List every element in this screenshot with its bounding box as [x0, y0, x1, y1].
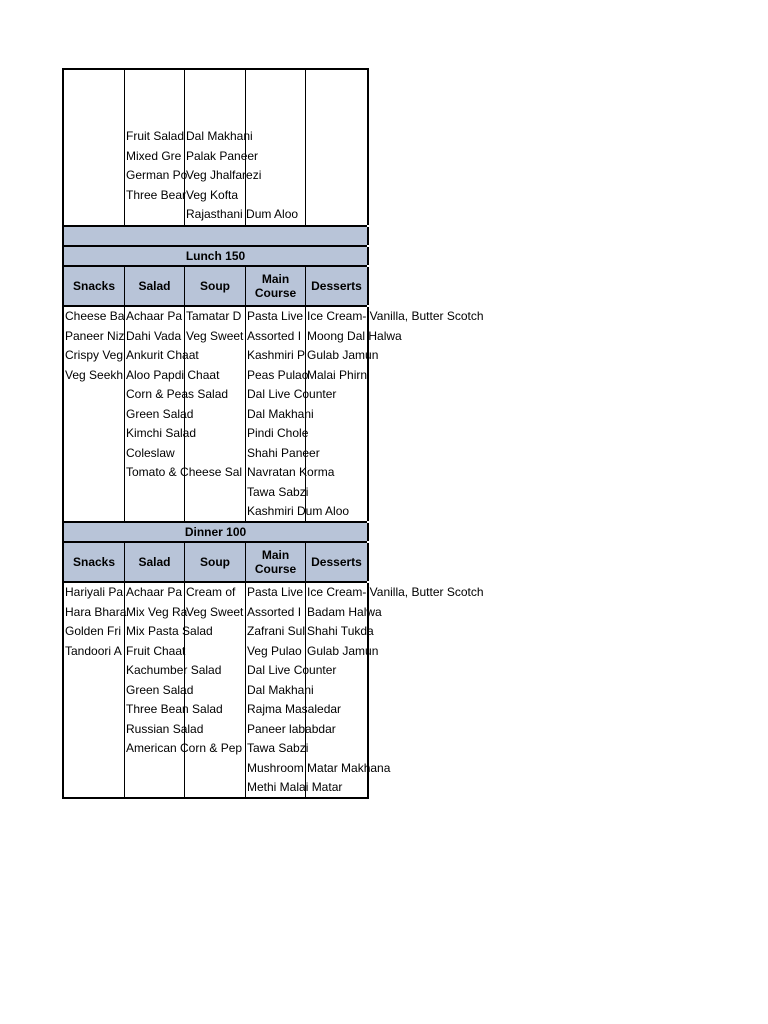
table-cell: Zafrani Sul: [247, 624, 306, 638]
table-cell: Rajma Masaledar: [247, 702, 342, 716]
table-cell: American Corn & Pep: [126, 741, 243, 755]
table-cell: Dal Live Counter: [247, 663, 337, 677]
table-cell: Fruit Chaat: [126, 643, 186, 658]
table-row: [64, 366, 370, 386]
table-row: [64, 166, 367, 186]
table-row: [64, 720, 367, 740]
table-cell: Green Salad: [126, 682, 194, 697]
table-row: [64, 424, 367, 444]
table-cell: Hara Bhara: [65, 604, 127, 619]
table-cell: Malai Phirni: [307, 367, 370, 382]
table-row: [64, 127, 367, 147]
table-row: [64, 583, 484, 603]
table-row: [64, 778, 367, 798]
table-cell: Pasta Live: [247, 585, 304, 599]
table-cell: Tamatar D: [186, 309, 242, 323]
table-row: [64, 483, 367, 503]
table-cell: Shahi Tukda: [307, 624, 374, 638]
table-cell: Kachumber Salad: [126, 663, 222, 677]
table-row: [64, 405, 367, 425]
table-cell: Fruit Salad: [126, 129, 185, 143]
table-cell: Three Bear: [126, 187, 187, 202]
table-cell: Achaar Pa: [126, 309, 183, 323]
table-cell: German Po: [126, 168, 188, 182]
table-cell: Veg Jhalfarezi: [186, 168, 262, 182]
table-row: [64, 622, 374, 642]
dinner-header-row: [62, 543, 369, 581]
table-cell: Ice Cream- Vanilla, Butter Scotch: [307, 585, 484, 599]
table-cell: Tandoori A: [65, 643, 122, 658]
table-cell: Mixed Gre: [126, 148, 182, 163]
table-row: [64, 186, 367, 206]
table-cell: Ice Cream- Vanilla, Butter Scotch: [307, 309, 484, 323]
table-row: [64, 642, 379, 662]
header-main-course: Main Course: [246, 543, 306, 581]
lunch-block: [62, 307, 484, 521]
table-row: [64, 603, 382, 623]
table-cell: Gulab Jamun: [307, 348, 379, 362]
table-cell: Veg Seekh: [65, 367, 124, 382]
table-cell: Golden Fri: [65, 624, 122, 638]
table-cell: Achaar Pa: [126, 585, 183, 599]
table-cell: Kashmiri Dum Aloo: [247, 504, 350, 518]
table-cell: Veg Pulao: [247, 643, 302, 658]
table-cell: Three Bean Salad: [126, 702, 223, 716]
header-snacks: Snacks: [64, 543, 125, 581]
table-cell: Gulab Jamun: [307, 643, 379, 658]
table-cell: Dahi Vada: [126, 328, 182, 343]
header-snacks: Snacks: [64, 267, 125, 305]
table-cell: Green Salad: [126, 406, 194, 421]
table-cell: Hariyali Pa: [65, 585, 124, 599]
table-cell: Dal Makhani: [186, 129, 253, 143]
table-cell: Dal Makhani: [247, 682, 314, 697]
table-cell: Kimchi Salad: [126, 426, 197, 440]
table-cell: Pindi Chole: [247, 426, 309, 440]
table-row: [64, 205, 367, 225]
table-cell: Dal Makhani: [247, 406, 314, 421]
spacer-band: [62, 227, 369, 245]
table-cell: Crispy Veg: [65, 348, 124, 362]
header-desserts: Desserts: [311, 555, 362, 569]
table-row: [64, 661, 367, 681]
table-row: [64, 327, 402, 347]
table-cell: Veg Sweet: [186, 604, 244, 619]
header-soup: Soup: [185, 543, 246, 581]
table-cell: Kashmiri P: [247, 348, 306, 362]
top-block: [62, 68, 369, 225]
table-row: [64, 307, 484, 327]
header-main-course: Main Course: [246, 267, 306, 305]
menu-sheet: [62, 68, 484, 799]
table-row: [64, 739, 367, 759]
table-cell: Badam Halwa: [307, 604, 382, 619]
header-soup: Soup: [185, 267, 246, 305]
table-cell: Navratan Korma: [247, 465, 335, 479]
lunch-header-row: [62, 267, 369, 305]
table-cell: Methi Malai Matar: [247, 780, 343, 794]
table-cell: Assorted I: [247, 604, 302, 619]
lunch-title: Lunch 150: [62, 247, 369, 265]
table-cell: Aloo Papdi Chaat: [126, 367, 220, 382]
table-row: [64, 346, 379, 366]
table-row: [64, 681, 367, 701]
table-row: [64, 700, 367, 720]
table-cell: Palak Paneer: [186, 148, 259, 163]
table-cell: Mushroom Matar Makhana: [247, 760, 391, 775]
table-cell: Mix Veg Ra: [126, 604, 188, 619]
table-row: [64, 385, 367, 405]
table-cell: Paneer lababdar: [247, 721, 336, 736]
table-cell: Dal Live Counter: [247, 387, 337, 401]
dinner-title: Dinner 100: [62, 523, 369, 541]
lunch-rows: [64, 307, 484, 522]
table-row: [64, 444, 367, 464]
table-cell: Coleslaw: [126, 445, 175, 460]
dinner-rows: [64, 583, 484, 798]
table-cell: Assorted I: [247, 328, 302, 343]
table-cell: Tawa Sabzi: [247, 484, 309, 499]
dinner-block: [62, 583, 484, 799]
table-row: [64, 759, 391, 779]
table-cell: Pasta Live: [247, 309, 304, 323]
table-cell: Moong Dal Halwa: [307, 328, 402, 343]
header-salad: Salad: [125, 267, 185, 305]
table-cell: Veg Sweet: [186, 328, 244, 343]
table-cell: Russian Salad: [126, 721, 204, 736]
table-cell: Tomato & Cheese Sal: [126, 465, 243, 479]
table-cell: Cream of: [186, 585, 236, 599]
table-cell: Mix Pasta Salad: [126, 624, 213, 638]
header-salad: Salad: [125, 543, 185, 581]
top-rows: [64, 127, 367, 225]
table-cell: Ankurit Chaat: [126, 348, 199, 362]
table-row: [64, 502, 367, 522]
table-row: [64, 147, 367, 167]
table-cell: Corn & Peas Salad: [126, 387, 229, 401]
table-cell: Cheese Ba: [65, 309, 125, 323]
header-desserts: Desserts: [311, 279, 362, 293]
table-cell: Paneer Niz: [65, 328, 125, 343]
table-cell: Rajasthani Dum Aloo: [186, 207, 299, 221]
table-row: [64, 463, 367, 483]
table-cell: Peas Pulao: [247, 367, 309, 382]
table-cell: Tawa Sabzi: [247, 741, 309, 755]
table-cell: Veg Kofta: [186, 187, 239, 202]
table-cell: Shahi Paneer: [247, 445, 320, 460]
